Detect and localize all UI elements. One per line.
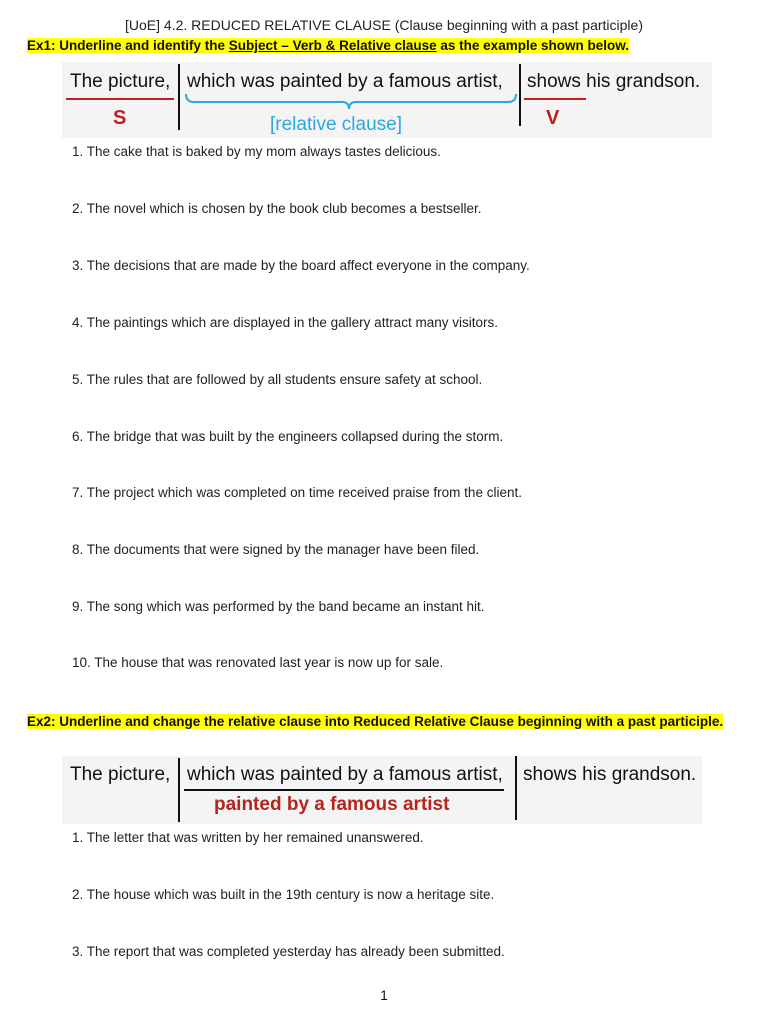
ex1-instruction <box>27 38 629 53</box>
ex1-item-9: 9. The song which was performed by the band became an instant hit. <box>72 599 485 614</box>
relative-clause-brace <box>184 92 518 112</box>
divider-right <box>519 64 521 126</box>
divider-left <box>178 64 180 130</box>
ex1-item-5: 5. The rules that are followed by all students ensure safety at school. <box>72 372 483 387</box>
divider2-right <box>515 756 517 820</box>
ex2-example-figure <box>62 756 702 824</box>
ex2-label: Ex2: Underline and change the relative clause into Reduced Relative Clause beginning with a past participle. <box>27 714 724 729</box>
example2-relative-clause: which was painted by a famous artist, <box>187 764 503 785</box>
subject-tag: S <box>113 107 127 129</box>
ex1-label: Ex1: Underline and identify the <box>27 38 229 53</box>
page-title: [UoE] 4.2. REDUCED RELATIVE CLAUSE (Clause beginning with a past participle) <box>125 17 643 33</box>
ex1-label-end: as the example shown below. <box>436 38 629 53</box>
example-relative-clause: which was painted by a famous artist, <box>187 71 503 92</box>
relative-clause-tag: [relative clause] <box>270 114 403 135</box>
example2-subject: The picture, <box>70 764 171 785</box>
verb-underline <box>524 98 586 100</box>
ex1-example-figure <box>62 62 712 138</box>
ex1-item-7: 7. The project which was completed on time received praise from the client. <box>72 485 522 500</box>
relative-clause-underline <box>184 789 504 791</box>
example-subject: The picture, <box>70 71 171 92</box>
ex2-instruction <box>27 711 741 733</box>
ex1-item-6: 6. The bridge that was built by the engineers collapsed during the storm. <box>72 429 504 444</box>
ex1-item-8: 8. The documents that were signed by the manager have been filed. <box>72 542 480 557</box>
reduced-clause: painted by a famous artist <box>214 794 450 815</box>
example-verb-phrase: shows his grandson. <box>527 71 701 92</box>
ex2-item-1: 1. The letter that was written by her remained unanswered. <box>72 830 424 845</box>
subject-underline <box>66 98 174 100</box>
ex1-item-4: 4. The paintings which are displayed in the gallery attract many visitors. <box>72 315 498 330</box>
page-number: 1 <box>380 988 388 1003</box>
ex1-item-1: 1. The cake that is baked by my mom always tastes delicious. <box>72 144 441 159</box>
ex2-item-2: 2. The house which was built in the 19th century is now a heritage site. <box>72 887 495 902</box>
ex1-item-3: 3. The decisions that are made by the board affect everyone in the company. <box>72 258 530 273</box>
ex1-underlined-label: Subject – Verb & Relative clause <box>228 38 437 53</box>
divider2-left <box>178 758 180 822</box>
verb-tag: V <box>546 107 560 129</box>
ex1-item-2: 2. The novel which is chosen by the book club becomes a bestseller. <box>72 201 482 216</box>
ex1-item-10: 10. The house that was renovated last year is now up for sale. <box>72 655 444 670</box>
ex2-item-3: 3. The report that was completed yesterday has already been submitted. <box>72 944 505 959</box>
example2-verb-phrase: shows his grandson. <box>523 764 697 785</box>
